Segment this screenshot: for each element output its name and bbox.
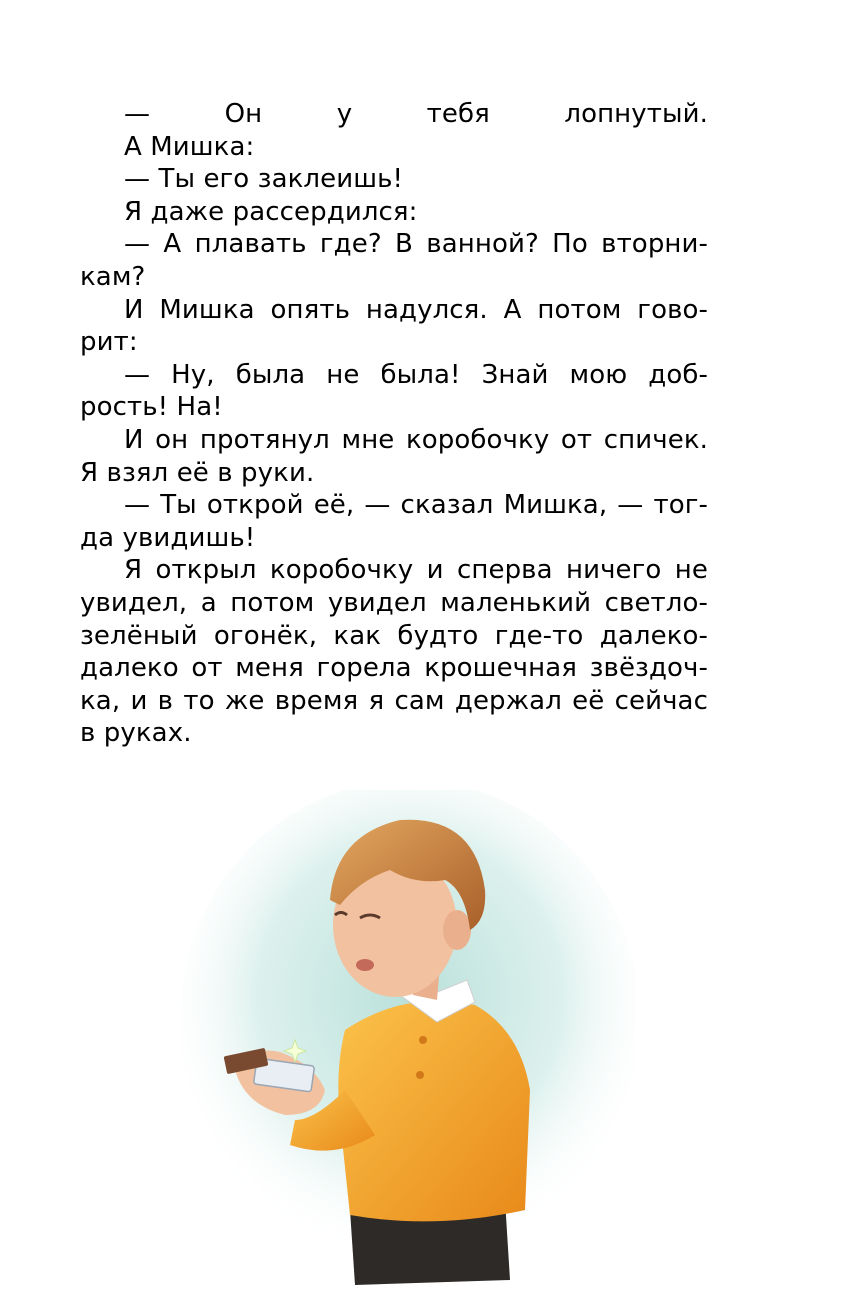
text-line: ка, и в то же время я сам держал её сейчас: [80, 685, 708, 716]
ear: [443, 910, 471, 950]
text-line: рость! На!: [80, 392, 223, 423]
text-line: — Он у тебя лопнутый.: [124, 99, 708, 129]
text-line: в руках.: [80, 718, 192, 749]
text-line: — Ты открой её, — сказал Мишка, — тог-: [124, 490, 708, 521]
text-line: кам?: [80, 261, 146, 292]
text-line: — А плавать где? В ванной? По вторни-: [124, 229, 708, 260]
story-text: [80, 98, 708, 750]
text-line: Я взял её в руки.: [80, 457, 315, 488]
text-line: И он протянул мне коробочку от спичек.: [124, 424, 708, 455]
text-line: — Ты его заклеишь!: [124, 164, 404, 195]
mouth: [356, 959, 374, 971]
text-line: зелёный огонёк, как будто где-то далеко-: [80, 620, 708, 651]
shirt-button: [419, 1036, 427, 1044]
text-line: И Мишка опять надулся. А потом гово-: [124, 294, 708, 325]
shirt-button: [416, 1071, 424, 1079]
shirt: [338, 1001, 530, 1222]
text-line: — Ну, была не была! Знай мою доб-: [124, 359, 708, 390]
text-line: увидел, а потом увидел маленький светло-: [80, 587, 708, 618]
text-line: далеко от меня горела крошечная звёздоч-: [80, 653, 708, 684]
text-line: Я открыл коробочку и сперва ничего не: [124, 555, 708, 586]
text-line: Я даже рассердился:: [124, 196, 418, 227]
text-line: рит:: [80, 327, 138, 358]
text-line: да увидишь!: [80, 522, 256, 553]
boy-illustration: [175, 790, 635, 1290]
text-line: А Мишка:: [124, 131, 255, 162]
